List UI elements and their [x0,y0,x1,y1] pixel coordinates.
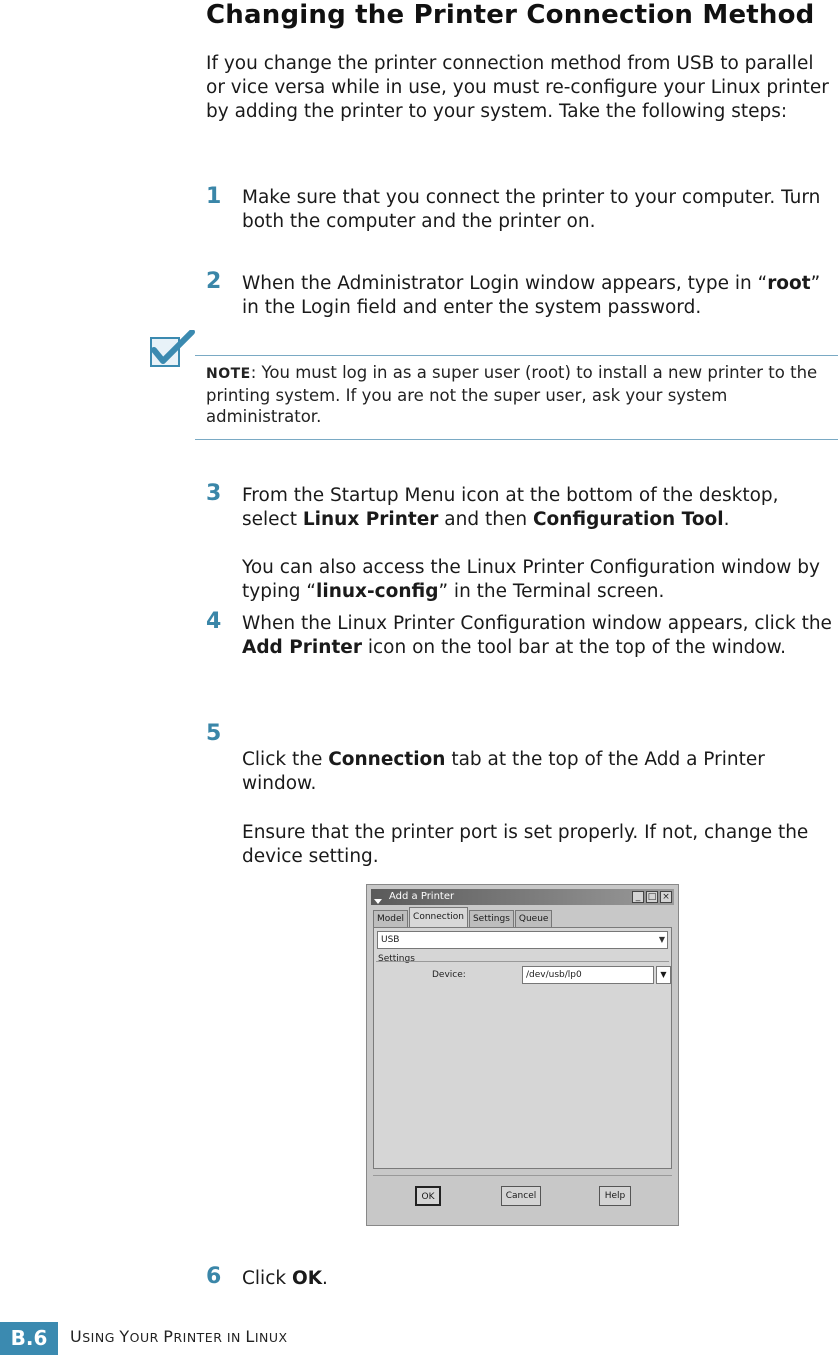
chevron-down-icon: ▼ [658,935,665,944]
step-number: 1 [206,184,222,209]
note: NOTE: You must log in as a super user (root) to install a new printer to the printing system. If you are not the super user, ask your system administrator. [206,363,818,426]
tab-model[interactable]: Model [373,910,408,927]
dialog-title: Add a Printer [389,891,455,902]
device-label: Device: [432,970,466,980]
note-bottom-rule [195,439,838,440]
add-printer-dialog [366,884,679,1226]
step-number: 2 [206,269,222,294]
device-dropdown-button[interactable] [656,966,671,984]
note-top-rule [195,355,838,356]
intro-paragraph: If you change the printer connection method from USB to parallel or vice versa while in use, you must re-configure your Linux printer by adding the printer to your system. Take the following steps: [206,53,829,122]
dialog-titlebar [371,889,674,905]
window-menu-icon[interactable] [373,891,383,901]
connection-panel [373,927,672,1169]
connection-type-value: USB [381,935,400,945]
chevron-down-icon: ▼ [660,970,667,979]
step-number: 3 [206,481,222,506]
step-number: 6 [206,1264,222,1289]
step-text: When the Linux Printer Configuration window appears, click the Add Printer icon on the tool bar at the top of the window. [242,613,832,658]
checkmark-icon [148,330,196,370]
step-subtext: Ensure that the printer port is set properly. If not, change the device setting. [242,822,809,867]
dialog-tabs [373,907,553,927]
ok-button[interactable]: OK [415,1186,441,1206]
settings-label: Settings [378,954,415,964]
close-icon[interactable]: × [660,891,672,903]
step-text: Click OK. [242,1268,328,1289]
maximize-icon[interactable]: □ [647,892,657,902]
help-button[interactable]: Help [599,1186,631,1206]
device-value: /dev/usb/lp0 [526,970,582,980]
running-footer: USING YOUR PRINTER IN LINUX [70,1327,288,1346]
step-text: From the Startup Menu icon at the bottom of the desktop, select Linux Printer and then Configuration Tool. [242,485,779,530]
step-number: 4 [206,609,222,634]
step-text: Make sure that you connect the printer to your computer. Turn both the computer and the printer on. [242,187,821,232]
step-text: Click the Connection tab at the top of the Add a Printer window. [242,749,765,794]
tab-settings[interactable]: Settings [469,910,514,927]
tab-connection[interactable]: Connection [409,907,468,927]
step-subtext: You can also access the Linux Printer Configuration window by typing “linux-config” in the Terminal screen. [242,557,820,602]
dialog-button-row [373,1175,672,1216]
cancel-button[interactable]: Cancel [501,1186,541,1206]
page-number-badge: B.6 [0,1322,58,1355]
tab-queue[interactable]: Queue [515,910,553,927]
step-text: When the Administrator Login window appears, type in “root” in the Login field and enter the system password. [242,273,821,318]
connection-type-select[interactable] [377,931,668,949]
settings-divider [376,961,669,962]
device-input[interactable] [522,966,654,984]
step-number: 5 [206,721,222,746]
minimize-icon[interactable]: _ [632,891,644,903]
page-title: Changing the Printer Connection Method [206,0,815,30]
